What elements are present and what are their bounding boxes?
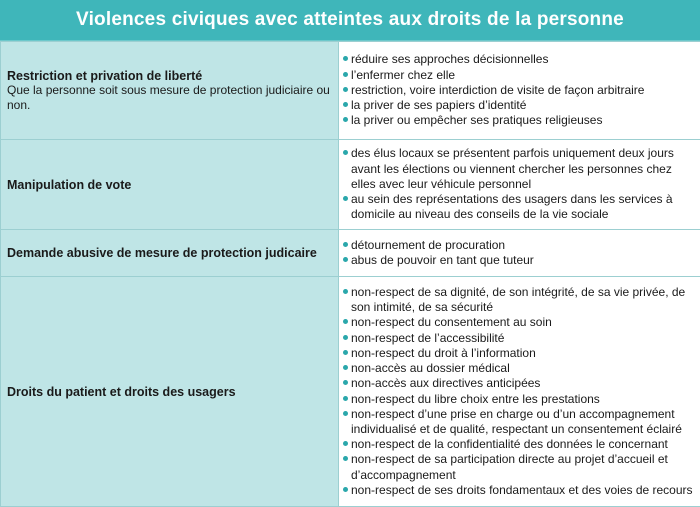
category-cell (1, 230, 339, 277)
list-item (343, 315, 696, 330)
items-cell (339, 230, 700, 277)
bullet-icon (343, 72, 348, 77)
bullet-icon (343, 487, 348, 492)
bullet-icon (343, 117, 348, 122)
list-item (343, 113, 696, 128)
item-list (343, 146, 696, 222)
list-item-text: non-respect d’une prise en charge ou d’un accompagnement individualisé et de qualité, respectant un consentement éclairé (351, 407, 682, 436)
list-item (343, 437, 696, 452)
list-item-text: non-accès aux directives anticipées (351, 376, 540, 390)
list-item (343, 407, 696, 437)
table-row (1, 277, 700, 507)
category-cell (1, 277, 339, 507)
item-list (343, 238, 696, 268)
list-item (343, 146, 696, 192)
bullet-icon (343, 411, 348, 416)
list-item (343, 331, 696, 346)
list-item (343, 285, 696, 315)
list-item-text: abus de pouvoir en tant que tuteur (351, 253, 534, 267)
bullet-icon (343, 196, 348, 201)
category-title: Restriction et privation de liberté (7, 69, 332, 83)
bullet-icon (343, 87, 348, 92)
list-item (343, 83, 696, 98)
category-cell (1, 140, 339, 230)
bullet-icon (343, 335, 348, 340)
list-item-text: non-respect de ses droits fondamentaux et des voies de recours (351, 483, 693, 497)
list-item (343, 452, 696, 482)
table-row (1, 140, 700, 230)
category-title: Droits du patient et droits des usagers (7, 385, 332, 399)
list-item (343, 392, 696, 407)
violences-table (0, 41, 700, 507)
bullet-icon (343, 150, 348, 155)
bullet-icon (343, 102, 348, 107)
list-item-text: non-respect du droit à l’information (351, 346, 536, 360)
bullet-icon (343, 456, 348, 461)
category-title: Demande abusive de mesure de protection judicaire (7, 246, 332, 260)
item-list (343, 285, 696, 498)
list-item-text: non-respect du libre choix entre les prestations (351, 392, 600, 406)
bullet-icon (343, 350, 348, 355)
list-item (343, 253, 696, 268)
list-item (343, 68, 696, 83)
bullet-icon (343, 380, 348, 385)
bullet-icon (343, 242, 348, 247)
list-item-text: non-respect de l’accessibilité (351, 331, 504, 345)
list-item-text: des élus locaux se présentent parfois uniquement deux jours avant les élections ou viennent chercher les personnes chez elles avec leur véhicule personnel (351, 146, 674, 190)
items-cell (339, 277, 700, 507)
bullet-icon (343, 441, 348, 446)
list-item-text: restriction, voire interdiction de visite de façon arbitraire (351, 83, 644, 97)
list-item-text: l’enfermer chez elle (351, 68, 455, 82)
list-item (343, 361, 696, 376)
list-item-text: non-respect de sa dignité, de son intégrité, de sa vie privée, de son intimité, de sa sécurité (351, 285, 685, 314)
bullet-icon (343, 365, 348, 370)
category-subtitle: Que la personne soit sous mesure de protection judiciaire ou non. (7, 83, 332, 113)
list-item (343, 192, 696, 222)
table-row (1, 230, 700, 277)
list-item-text: non-accès au dossier médical (351, 361, 510, 375)
list-item (343, 376, 696, 391)
bullet-icon (343, 396, 348, 401)
category-cell (1, 42, 339, 140)
list-item (343, 483, 696, 498)
bullet-icon (343, 289, 348, 294)
list-item (343, 52, 696, 67)
items-cell (339, 140, 700, 230)
list-item-text: la priver ou empêcher ses pratiques religieuses (351, 113, 602, 127)
list-item-text: la priver de ses papiers d’identité (351, 98, 526, 112)
bullet-icon (343, 319, 348, 324)
table-row (1, 42, 700, 140)
list-item-text: au sein des représentations des usagers dans les services à domicile au niveau des conseils de la vie sociale (351, 192, 673, 221)
list-item-text: détournement de procuration (351, 238, 505, 252)
list-item (343, 238, 696, 253)
list-item (343, 98, 696, 113)
bullet-icon (343, 257, 348, 262)
list-item-text: réduire ses approches décisionnelles (351, 52, 548, 66)
category-title: Manipulation de vote (7, 178, 332, 192)
bullet-icon (343, 56, 348, 61)
item-list (343, 52, 696, 128)
items-cell (339, 42, 700, 140)
list-item (343, 346, 696, 361)
list-item-text: non-respect du consentement au soin (351, 315, 552, 329)
list-item-text: non-respect de sa participation directe au projet d’accueil et d’accompagnement (351, 452, 668, 481)
table-title: Violences civiques avec atteintes aux droits de la personne (0, 0, 700, 41)
list-item-text: non-respect de la confidentialité des données le concernant (351, 437, 668, 451)
